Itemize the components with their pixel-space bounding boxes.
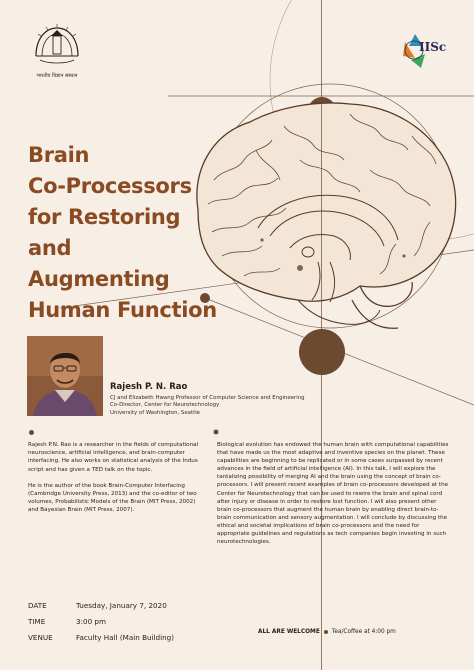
time-value: 3:00 pm [76, 617, 106, 626]
speaker-bio [28, 441, 200, 523]
institute-caption: भारतीय विज्ञान संस्थान [36, 73, 78, 79]
event-venue-row [28, 630, 174, 646]
venue-value: Faculty Hall (Main Building) [76, 633, 175, 642]
date-value: Tuesday, January 7, 2020 [76, 601, 167, 610]
divider-line [321, 0, 322, 670]
emblem-icon [26, 22, 88, 68]
speaker-name: Rajesh P. N. Rao [110, 382, 188, 392]
title-line: Augmenting [28, 267, 170, 291]
iisc-logo-text: IISc [419, 40, 447, 54]
affiliation-line: Co-Director, Center for Neurotechnology [110, 402, 220, 409]
talk-abstract [217, 441, 449, 546]
iisc-logo [401, 30, 451, 70]
event-time-row [28, 614, 174, 630]
institute-emblem-logo [26, 22, 88, 80]
event-date-row [28, 598, 174, 614]
event-details [28, 598, 174, 646]
title-line: and [28, 236, 72, 260]
abstract-paragraph: Biological evolution has endowed the human brain with computational capabilities that have made us the most adaptive and inventive species on the planet. These capabilities are beginning to be replicated or in some cases surpassed by recent advances in the field of artificial intelligence (AI). In this talk, I will explore the tantalizing possibility of merging AI and the brain using the concept of brain co-processors. I will present recent examples of brain co-processors developed at the Center for Neurotechnology that can be used to rewire the brain and spinal cord after injury or disease in order to restore lost function. I will also present other brain co-processors that augment the human brain by enabling direct brain-to-brain communication and sensory augmentation. I will conclude by discussing the ethical and societal implications of brain co-processors and the need for appropriate guidelines and regulations as tech companies begin investing in such neurotechnologies. [217, 442, 449, 546]
speaker-affiliation [110, 395, 305, 417]
affiliation-line: CJ and Elizabeth Hwang Professor of Computer Science and Engineering [110, 395, 305, 401]
bio-paragraph: He is the author of the book Brain-Computer Interfacing (Cambridge University Press, 2013) and the co-editor of two volumes, Probabilistic Models of the Brain (MIT Press, 2002) and Bayesian Brain (MIT Press, 2007). [28, 482, 197, 514]
title-line: Brain [28, 143, 90, 167]
time-label: TIME [28, 617, 46, 626]
talk-title [28, 140, 238, 326]
title-line: Human Function [28, 298, 217, 322]
footer-note [258, 629, 396, 635]
title-line: for Restoring [28, 205, 181, 229]
speaker-photo [27, 336, 103, 416]
separator-dot-icon [324, 630, 328, 634]
bio-paragraph: Rajesh P.N. Rao is a researcher in the fields of computational neuroscience, artificial intelligence, and brain-computer interfacing. He also works on statistical analysis of the Indus script and has given a TED talk on the topic. [28, 442, 199, 473]
tea-coffee-text: Tea/Coffee at 4:00 pm [331, 629, 396, 635]
bio-bullet-dot [29, 430, 34, 435]
affiliation-line: University of Washington, Seattle [110, 409, 201, 416]
date-label: DATE [28, 601, 47, 610]
venue-label: VENUE [28, 633, 53, 642]
all-welcome-text: ALL ARE WELCOME [258, 629, 320, 635]
title-line: Co-Processors [28, 174, 192, 198]
